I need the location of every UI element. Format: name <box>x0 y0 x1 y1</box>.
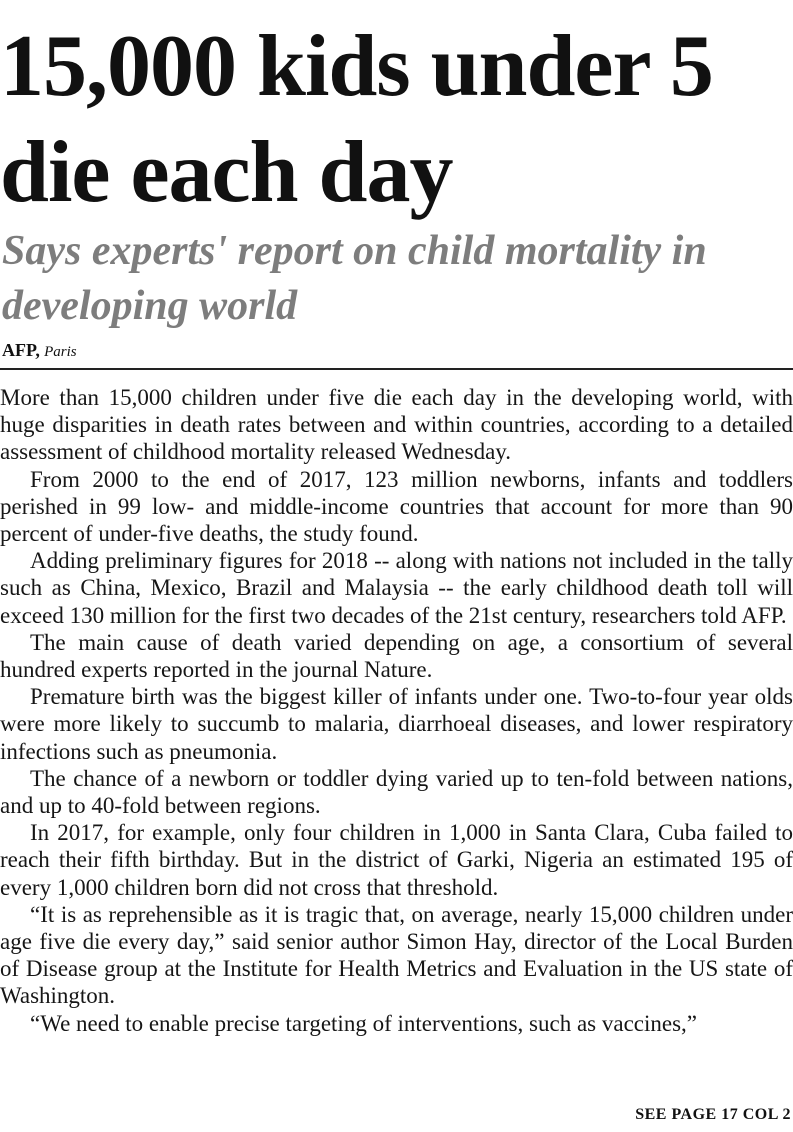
byline-agency: AFP, <box>2 340 40 360</box>
continuation-jump-line: SEE PAGE 17 COL 2 <box>635 1106 791 1123</box>
body-paragraph: “It is as reprehensible as it is tragic that, on average, nearly 15,000 children under age five die every day,” said senior author Simon Hay, director of the Local Burden of Disease group at the Institute for Health Metrics and Evaluation in the US state of Washington. <box>0 901 793 1009</box>
body-paragraph: Adding preliminary figures for 2018 -- along with nations not included in the tally such as China, Mexico, Brazil and Malaysia -- the early childhood death toll will exceed 130 million for the first two decades of the 21st century, researchers told AFP. <box>0 548 793 628</box>
article-body <box>0 384 793 1037</box>
body-paragraph: In 2017, for example, only four children in 1,000 in Santa Clara, Cuba failed to reach their fifth birthday. But in the district of Garki, Nigeria an estimated 195 of every 1,000 children born did not cross that threshold. <box>0 820 793 900</box>
body-paragraph: Premature birth was the biggest killer of infants under one. Two-to-four year olds were more likely to succumb to malaria, diarrhoeal diseases, and lower respiratory infections such as pneumonia. <box>0 684 793 764</box>
divider-rule <box>0 368 793 370</box>
body-paragraph: The main cause of death varied depending on age, a consortium of several hundred experts reported in the journal Nature. <box>0 629 793 683</box>
subheadline: Says experts' report on child mortality in developing world <box>2 228 707 329</box>
body-paragraph: From 2000 to the end of 2017, 123 million newborns, infants and toddlers perished in 99 low- and middle-income countries that account for more than 90 percent of under-five deaths, the study found. <box>0 466 793 547</box>
body-paragraph: “We need to enable precise targeting of interventions, such as vaccines,” <box>30 1010 698 1036</box>
headline: 15,000 kids under 5 die each day <box>0 18 713 221</box>
body-paragraph: More than 15,000 children under five die each day in the developing world, with huge disparities in death rates between and within countries, according to a detailed assessment of childhood mortality released Wednesday. <box>0 385 793 465</box>
byline-location: Paris <box>44 344 77 360</box>
byline <box>2 339 77 363</box>
body-paragraph: The chance of a newborn or toddler dying varied up to ten-fold between nations, and up to 40-fold between regions. <box>0 765 793 819</box>
